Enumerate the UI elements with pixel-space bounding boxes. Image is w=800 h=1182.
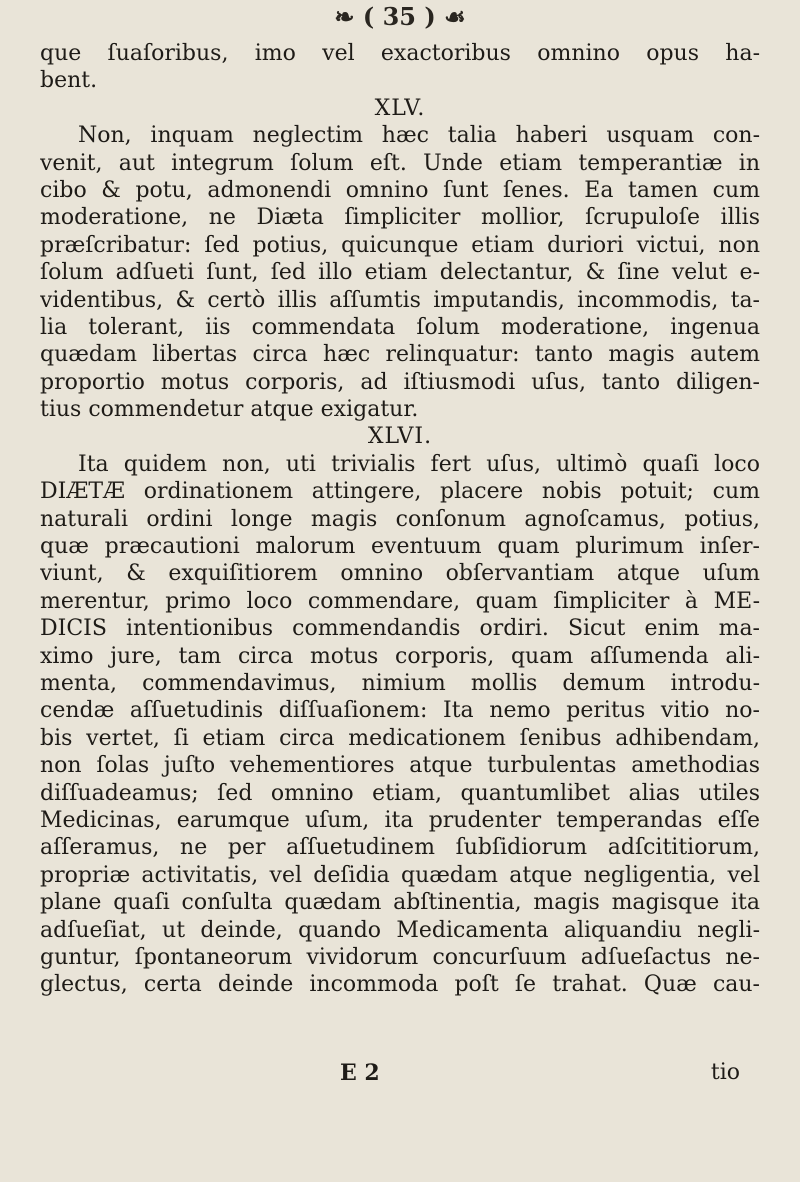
text-line: quæ præcautioni malorum eventuum quam plurimum inſer- [40,534,760,560]
text-line: glectus, certa deinde incommoda poſt ſe trahat. Quæ cau- [40,972,760,998]
text-line: propriæ activitatis, vel deſidia quædam atque negligentia, vel [40,862,760,888]
text-line: bis vertet, ſi etiam circa medicationem ſenibus adhibendam, [40,725,760,751]
page-footer [40,1060,760,1088]
section-heading: XLV. [374,95,426,121]
text-line: ximo jure, tam circa motus corporis, quam aſſumenda ali- [40,643,760,669]
text-line: merentur, primo loco commendare, quam ſimpliciter à ME- [40,588,760,614]
text-line: venit, aut integrum ſolum eſt. Unde etiam temperantiæ in [40,150,760,176]
page-number: ❧ ( 35 ) ☙ [334,2,466,31]
text-line: videntibus, & certò illis aſſumtis imputandis, incommodis, ta- [40,287,760,313]
text-line: præſcribatur: ſed potius, quicunque etiam duriori victui, non [40,232,760,258]
text-line: adſueſiat, ut deinde, quando Medicamenta aliquandiu negli- [40,917,760,943]
text-line: menta, commendavimus, nimium mollis demum introdu- [40,670,760,696]
catchword: tio [710,1060,740,1085]
text-line: lia tolerant, iis commendata ſolum moderatione, ingenua [40,314,760,340]
signature-mark: E 2 [340,1060,380,1086]
text-line: DIÆTÆ ordinationem attingere, placere nobis potuit; cum [40,479,760,505]
text-line: cibo & potu, admonendi omnino ſunt ſenes. Ea tamen cum [40,177,760,203]
text-line: bent. [40,68,98,94]
text-line: quædam libertas circa hæc relinquatur: tanto magis autem [40,342,760,368]
text-line: guntur, ſpontaneorum vividorum concurſuum adſueſactus ne- [40,944,760,970]
text-line: viunt, & exquiſitiorem omnino obſervantiam atque uſum [40,561,760,587]
text-line: moderatione, ne Diæta ſimpliciter mollior, ſcrupuloſe illis [40,205,760,231]
text-line: proportio motus corporis, ad iſtiusmodi uſus, tanto diligen- [40,369,760,395]
text-line: Medicinas, earumque uſum, ita prudenter temperandas eſſe [40,807,760,833]
text-line: naturali ordini longe magis conſonum agnoſcamus, potius, [40,506,760,532]
text-line: DICIS intentionibus commendandis ordiri. Sicut enim ma- [40,616,760,642]
text-line: non ſolas juſto vehementiores atque turbulentas amethodias [40,753,760,779]
text-line: Non, inquam neglectim hæc talia haberi usquam con- [78,123,760,149]
body-text [40,40,760,999]
text-line: ſolum adſueti ſunt, ſed illo etiam delectantur, & ſine velut e- [40,260,760,286]
text-line: que ſuaſoribus, imo vel exactoribus omnino opus ha- [40,41,760,66]
text-line: cendæ aſſuetudinis diſſuaſionem: Ita nemo peritus vitio no- [40,698,760,724]
text-line: tius commendetur atque exigatur. [40,397,419,423]
text-line: Ita quidem non, uti trivialis fert uſus, ultimò quaſi loco [78,451,760,477]
text-line: plane quaſi conſulta quædam abſtinentia, magis magisque ita [40,890,760,916]
text-line: diſſuadeamus; ſed omnino etiam, quantumlibet alias utiles [40,780,760,806]
text-line: aſſeramus, ne per aſſuetudinem ſubſidiorum adſcititiorum, [40,835,760,861]
section-heading: XLVI. [367,424,433,450]
